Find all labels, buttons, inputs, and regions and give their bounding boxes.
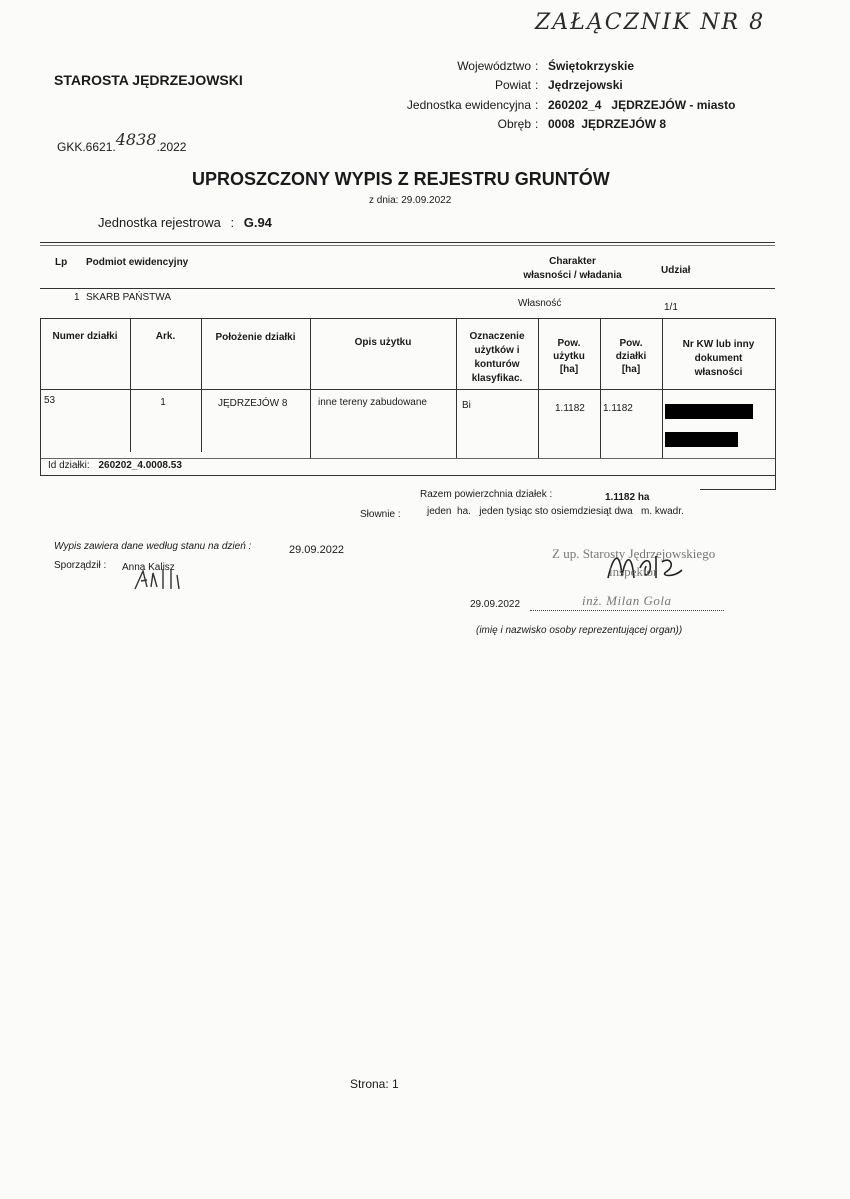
parcel-ark: 1 [160, 397, 166, 408]
jednostka-rejestrowa-label: Jednostka rejestrowa [98, 215, 221, 230]
parcels-col-opis: Opis użytku [354, 337, 412, 348]
parcel-numer: 53 [44, 395, 56, 406]
parcel-pow-dzialki: 1.1182 [603, 403, 633, 414]
owners-col-udzial: Udział [661, 265, 691, 276]
total-area-value: 1.1182 ha [605, 492, 650, 503]
redaction-bar [665, 432, 738, 447]
state-date-value: 29.09.2022 [289, 544, 345, 556]
owner-row-charakter: Własność [518, 298, 562, 309]
signature-anna [133, 565, 193, 599]
parcel-id [48, 460, 182, 471]
parcels-col-kw: Nr KW lub inny dokument własności [682, 339, 755, 378]
ref-handwritten: 4838 [115, 130, 157, 149]
document-title: UPROSZCZONY WYPIS Z REJESTRU GRUNTÓW [192, 169, 610, 189]
parcels-col-numer: Numer działki [52, 331, 118, 342]
powiat-label: Powiat [494, 78, 531, 92]
owner-row-udzial: 1/1 [664, 302, 678, 313]
obreb-value: 0008 JĘDRZEJÓW 8 [548, 117, 667, 131]
stamp-line-1: Z up. Starosty Jędrzejowskiego [552, 546, 716, 561]
sign-caption: (imię i nazwisko osoby reprezentującej organ)) [476, 625, 683, 636]
owner-row-podmiot: SKARB PAŃSTWA [86, 292, 172, 303]
parcel-polozenie: JĘDRZEJÓW 8 [218, 398, 288, 409]
parcels-col-ark: Ark. [155, 331, 176, 342]
office-title: STAROSTA JĘDRZEJOWSKI [54, 72, 243, 88]
parcel-opis: inne tereny zabudowane [318, 397, 427, 408]
total-area-label: Razem powierzchnia działek : [420, 489, 553, 500]
wojewodztwo-value: Świętokrzyskie [548, 59, 635, 73]
parcels-col-pow-uzytku: Pow. użytku [ha] [553, 338, 585, 375]
parcel-oznaczenie: Bi [462, 400, 471, 411]
prepared-by-label: Sporządził : [54, 560, 107, 571]
annotation-handwritten: ZAŁĄCZNIK NR 8 [535, 10, 766, 35]
jednostka-value: 260202_4 JĘDRZEJÓW - miasto [548, 98, 736, 112]
parcels-col-oznaczenie: Oznaczenie użytków i konturów klasyfikac. [469, 331, 525, 384]
ref-prefix: GKK.6621. [57, 140, 116, 154]
in-words-label: Słownie : [360, 509, 401, 520]
parcel-pow-uzytku: 1.1182 [555, 403, 585, 414]
jednostka-label: Jednostka ewidencyjna [406, 98, 531, 112]
state-date-label: Wypis zawiera dane według stanu na dzień : [54, 541, 252, 552]
jednostka-rejestrowa: Jednostka rejestrowa : G.94 [98, 215, 272, 230]
prepared-by-name: Anna Kalisz [122, 562, 175, 573]
jednostka-rejestrowa-value: G.94 [243, 215, 272, 230]
reference-number [57, 130, 187, 155]
owners-col-lp: Lp [55, 257, 68, 268]
redaction-bar [665, 404, 753, 419]
in-words-value: jeden ha. jeden tysiąc sto osiemdziesiąt dwa m. kwadr. [427, 506, 684, 517]
wojewodztwo-label: Województwo [457, 59, 531, 73]
signature-icon [133, 565, 193, 593]
stamp-line-3: inż. Milan Gola [582, 593, 672, 608]
parcels-col-polozenie: Położenie działki [215, 332, 296, 343]
ref-suffix: .2022 [156, 140, 187, 154]
page-number: Strona: 1 [350, 1077, 399, 1091]
parcel-id-value: 260202_4.0008.53 [98, 460, 182, 471]
owner-row-lp: 1 [74, 292, 80, 303]
document-date: z dnia: 29.09.2022 [369, 195, 452, 206]
obreb-label: Obręb [497, 117, 531, 131]
owners-col-charakter: Charakter własności / władania [523, 256, 622, 281]
sign-date: 29.09.2022 [470, 599, 521, 610]
owners-col-podmiot: Podmiot ewidencyjny [86, 257, 189, 268]
powiat-value: Jędrzejowski [548, 78, 623, 92]
parcel-id-label: Id działki: [48, 460, 90, 471]
stamp-line-2: inspektor [609, 564, 658, 579]
parcels-col-pow-dzialki: Pow. działki [ha] [615, 338, 647, 375]
